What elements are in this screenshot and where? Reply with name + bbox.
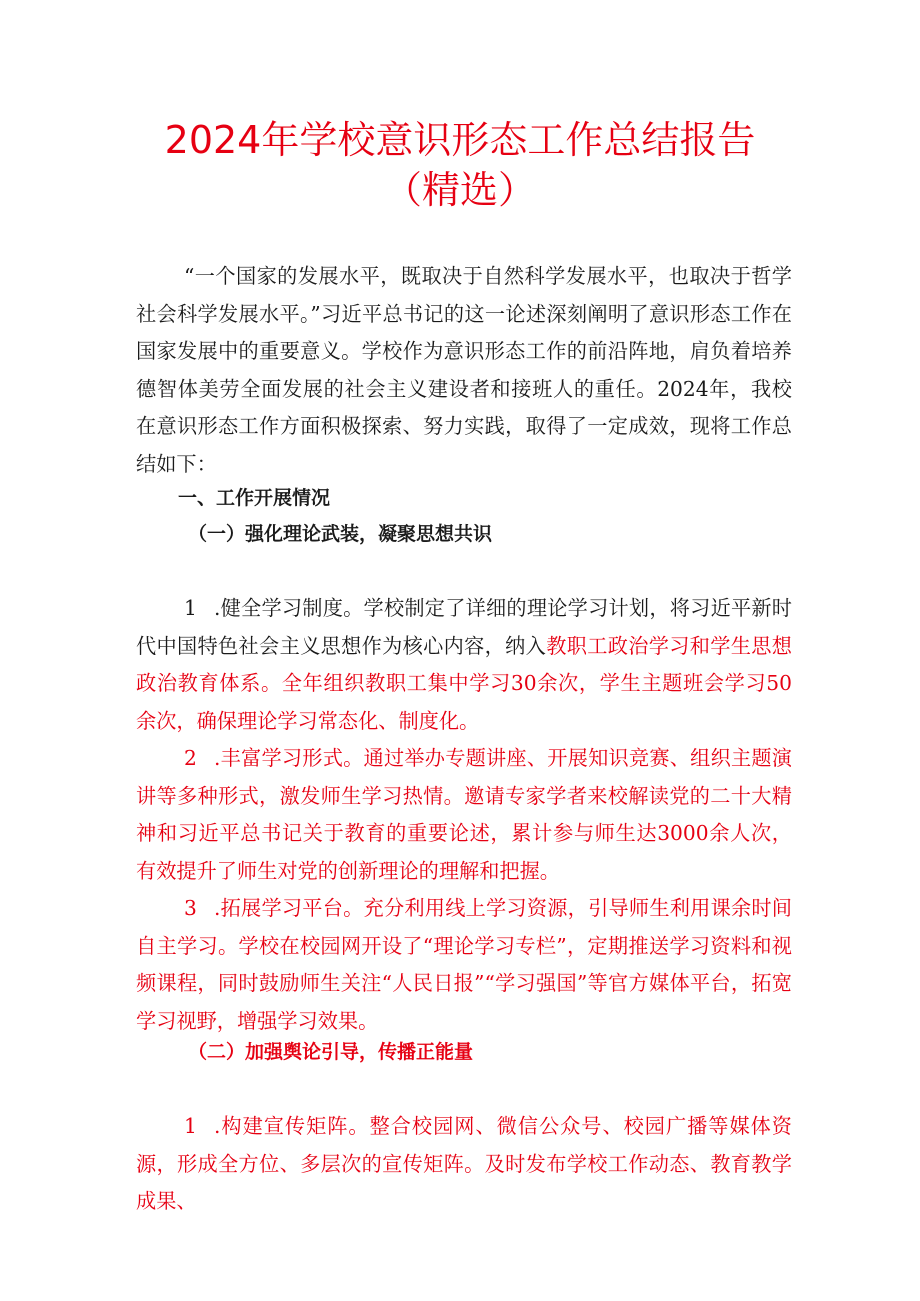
item-number: 1 <box>184 596 197 620</box>
item-text: .健全学习制度。学校制定了详细的理论学习计划，将习近平新时代中国特色社会主义思想作为核心内容，纳入 <box>136 596 792 658</box>
item-number: 1 <box>184 1114 197 1138</box>
subsection-heading-1: （一）强化理论武装，凝聚思想共识 <box>188 523 493 545</box>
subsection-heading-2: （二）加强舆论引导，传播正能量 <box>188 1041 474 1063</box>
item-number: 2 <box>184 746 197 770</box>
item-text: .构建宣传矩阵。整合校园网、微信公众号、校园广播等媒体资源，形成全方位、多层次的宣传矩阵。及时发布学校工作动态、教育教学成果、 <box>136 1114 792 1213</box>
document-subtitle: （精选） <box>383 168 536 212</box>
list-item <box>136 740 792 890</box>
document-title: 2024年学校意识形态工作总结报告 <box>164 118 756 162</box>
list-item <box>136 1108 792 1221</box>
item-text: .拓展学习平台。充分利用线上学习资源，引导师生利用课余时间自主学习。学校在校园网开设了“理论学习专栏”，定期推送学习资料和视频课程，同时鼓励师生关注“人民日报”“学习强国”等官方媒体平台，拓宽学习视野，增强学习效果。 <box>136 896 792 1033</box>
item-text-highlight: 教职工政治学习和学生思想政治教育体系。全年组织教职工集中学习30余次，学生主题班会学习50余次，确保理论学习常态化、制度化。 <box>136 633 792 733</box>
list-item <box>136 590 792 740</box>
intro-paragraph: “一个国家的发展水平，既取决于自然科学发展水平，也取决于哲学社会科学发展水平。”习近平总书记的这一论述深刻阐明了意识形态工作在国家发展中的重要意义。学校作为意识形态工作的前沿阵地，肩负着培养德智体美劳全面发展的社会主义建设者和接班人的重任。2024年，我校在意识形态工作方面积极探索、努力实践，取得了一定成效，现将工作总结如下： <box>136 264 792 476</box>
list-item <box>136 890 792 1040</box>
item-number: 3 <box>184 896 197 920</box>
section-heading-1: 一、工作开展情况 <box>178 487 331 509</box>
item-text: .丰富学习形式。通过举办专题讲座、开展知识竞赛、组织主题演讲等多种形式，激发师生学习热情。邀请专家学者来校解读党的二十大精神和习近平总书记关于教育的重要论述，累计参与师生达3000余人次，有效提升了师生对党的创新理论的理解和把握。 <box>136 746 792 883</box>
